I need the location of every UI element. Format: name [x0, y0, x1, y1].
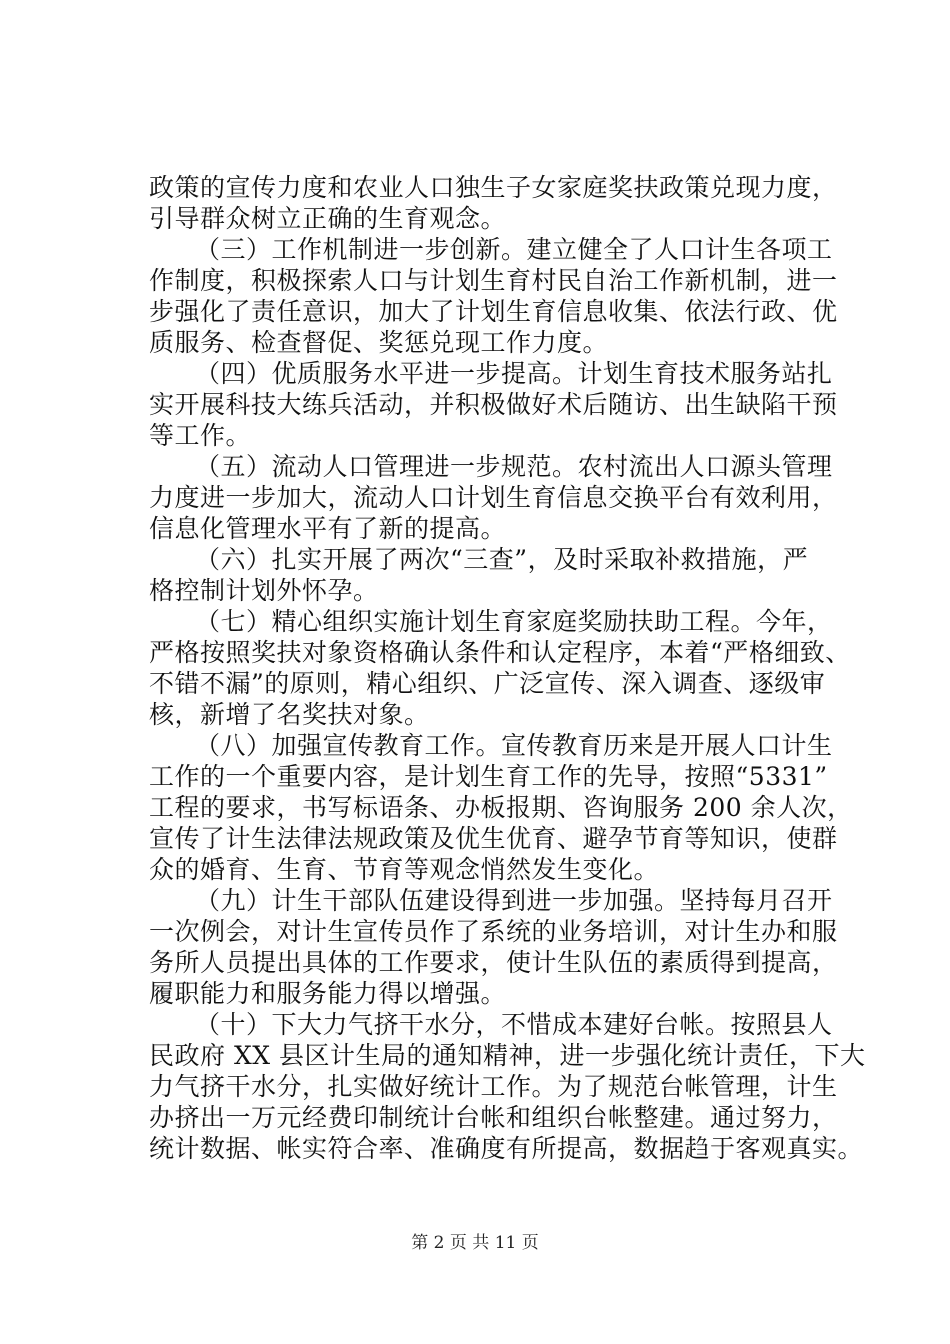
paragraph-start-5: （五）流动人口管理进一步规范。农村流出人口源头管理 [195, 452, 833, 481]
text-line: 格控制计划外怀孕。 [149, 576, 379, 605]
text-line: 工程的要求，书写标语条、办板报期、咨询服务 200 余人次， [149, 793, 853, 822]
paragraph-start-9: （九）计生干部队伍建设得到进一步加强。坚持每月召开 [195, 886, 833, 915]
text-line: 作制度，积极探索人口与计划生育村民自治工作新机制，进一 [149, 266, 838, 295]
text-line: 质服务、检查督促、奖惩兑现工作力度。 [149, 328, 609, 357]
text-line: 宣传了计生法律法规政策及优生优育、避孕节育等知识，使群 [149, 824, 838, 853]
text-line: 统计数据、帐实符合率、准确度有所提高，数据趋于客观真实。 [149, 1134, 864, 1163]
text-line: 众的婚育、生育、节育等观念悄然发生变化。 [149, 855, 660, 884]
paragraph-start-3: （三）工作机制进一步创新。建立健全了人口计生各项工 [195, 235, 833, 264]
text-line: 政策的宣传力度和农业人口独生子女家庭奖扶政策兑现力度， [149, 173, 838, 202]
paragraph-start-8: （八）加强宣传教育工作。宣传教育历来是开展人口计生 [195, 731, 833, 760]
text-line: 引导群众树立正确的生育观念。 [149, 204, 507, 233]
text-line: 务所人员提出具体的工作要求，使计生队伍的素质得到提高， [149, 948, 838, 977]
text-line: 核，新增了名奖扶对象。 [149, 700, 430, 729]
paragraph-start-6: （六）扎实开展了两次“三查”，及时采取补救措施，严 [195, 545, 809, 574]
text-line: 信息化管理水平有了新的提高。 [149, 514, 507, 543]
text-line: 一次例会，对计生宣传员作了系统的业务培训，对计生办和服 [149, 917, 838, 946]
paragraph-start-10: （十）下大力气挤干水分，不惜成本建好台帐。按照县人 [195, 1010, 833, 1039]
text-line: 力度进一步加大，流动人口计划生育信息交换平台有效利用， [149, 483, 838, 512]
text-line: 步强化了责任意识，加大了计划生育信息收集、依法行政、优 [149, 297, 838, 326]
text-line: 严格按照奖扶对象资格确认条件和认定程序，本着“严格细致、 [149, 638, 851, 667]
body-text [149, 172, 866, 1164]
text-line: 办挤出一万元经费印制统计台帐和组织台帐整建。通过努力， [149, 1103, 838, 1132]
text-line: 工作的一个重要内容，是计划生育工作的先导，按照“5331” [149, 762, 828, 791]
text-line: 力气挤干水分，扎实做好统计工作。为了规范台帐管理，计生 [149, 1072, 838, 1101]
text-line: 不错不漏”的原则，精心组织、广泛宣传、深入调查、逐级审 [149, 669, 826, 698]
text-line: 等工作。 [149, 421, 252, 450]
text-line: 履职能力和服务能力得以增强。 [149, 979, 507, 1008]
text-line: 民政府 XX 县区计生局的通知精神，进一步强化统计责任，下大 [149, 1041, 866, 1070]
paragraph-start-7: （七）精心组织实施计划生育家庭奖励扶助工程。今年， [195, 607, 833, 636]
paragraph-start-4: （四）优质服务水平进一步提高。计划生育技术服务站扎 [195, 359, 833, 388]
text-line: 实开展科技大练兵活动，并积极做好术后随访、出生缺陷干预 [149, 390, 838, 419]
page-number-footer: 第 2 页 共 11 页 [411, 1233, 539, 1253]
